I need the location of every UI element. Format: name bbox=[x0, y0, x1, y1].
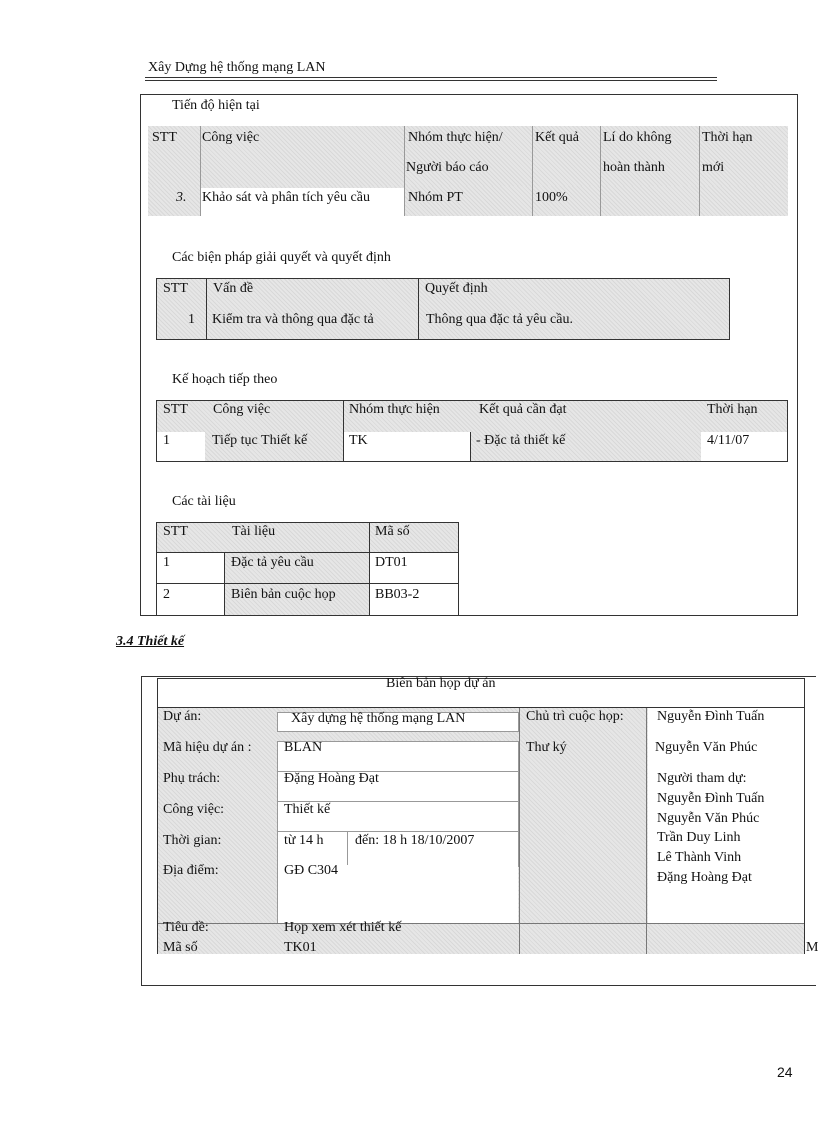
progress-col-deadline-2: mới bbox=[702, 160, 725, 175]
documents-divider bbox=[224, 552, 225, 616]
minutes-project-value: Xây dựng hệ thống mạng LAN bbox=[291, 711, 466, 726]
minutes-attendee: Lê Thành Vinh bbox=[657, 850, 742, 865]
documents-row-code: BB03-2 bbox=[375, 587, 420, 602]
header-title: Xây Dựng hệ thống mạng LAN bbox=[148, 60, 326, 75]
minutes-time-from: từ 14 h bbox=[284, 833, 324, 848]
progress-divider bbox=[699, 126, 700, 216]
solutions-row-issue: Kiểm tra và thông qua đặc tả bbox=[212, 312, 374, 327]
progress-divider bbox=[404, 126, 405, 216]
documents-row-stt: 1 bbox=[163, 555, 170, 570]
documents-divider bbox=[369, 522, 370, 616]
minutes-divider bbox=[646, 708, 647, 954]
minutes-secretary-label: Thư ký bbox=[526, 740, 567, 755]
minutes-subject-value: Họp xem xét thiết kế bbox=[284, 920, 402, 935]
minutes-attendee: Nguyễn Đình Tuấn bbox=[657, 791, 765, 806]
progress-col-reason-2: hoàn thành bbox=[603, 160, 665, 175]
minutes-place-value: GĐ C304 bbox=[284, 863, 339, 878]
minutes-attendee: Trần Duy Linh bbox=[657, 830, 741, 845]
minutes-code-value: BLAN bbox=[284, 740, 323, 755]
minutes-secretary-value: Nguyễn Văn Phúc bbox=[655, 740, 758, 755]
minutes-chair-label: Chủ trì cuộc họp: bbox=[526, 709, 624, 724]
minutes-doc-label: Mã số bbox=[163, 940, 198, 955]
solutions-divider bbox=[418, 278, 419, 340]
solutions-col-stt: STT bbox=[163, 281, 188, 296]
progress-divider bbox=[532, 126, 533, 216]
plan-row-result: - Đặc tả thiết kế bbox=[476, 433, 566, 448]
minutes-divider bbox=[804, 678, 805, 954]
documents-divider bbox=[156, 552, 459, 553]
header-rule-bottom bbox=[145, 80, 717, 81]
documents-col-code: Mã số bbox=[375, 524, 410, 539]
solutions-row-stt: 1 bbox=[188, 312, 195, 327]
progress-row-result: 100% bbox=[535, 190, 568, 205]
minutes-divider bbox=[157, 678, 158, 954]
documents-row-code: DT01 bbox=[375, 555, 408, 570]
documents-heading: Các tài liệu bbox=[172, 494, 236, 509]
progress-col-result: Kết quả bbox=[535, 130, 579, 145]
minutes-manager-label: Phụ trách: bbox=[163, 771, 221, 786]
plan-col-deadline: Thời hạn bbox=[707, 402, 758, 417]
minutes-attendee: Đặng Hoàng Đạt bbox=[657, 870, 752, 885]
progress-col-reason-1: Lí do không bbox=[603, 130, 672, 145]
progress-row-stt: 3. bbox=[176, 190, 187, 205]
progress-col-deadline-1: Thời hạn bbox=[702, 130, 753, 145]
solutions-col-issue: Vấn đề bbox=[213, 281, 254, 296]
plan-row-stt: 1 bbox=[163, 433, 170, 448]
progress-row-group: Nhóm PT bbox=[408, 190, 463, 205]
plan-col-stt: STT bbox=[163, 402, 188, 417]
plan-col-result: Kết quả cần đạt bbox=[479, 402, 567, 417]
page-number: 24 bbox=[777, 1064, 793, 1080]
plan-col-task: Công việc bbox=[213, 402, 271, 417]
header-rule-top bbox=[145, 77, 717, 78]
minutes-time-label: Thời gian: bbox=[163, 833, 222, 848]
documents-row-name: Biên bản cuộc họp bbox=[231, 587, 336, 602]
progress-divider bbox=[600, 126, 601, 216]
documents-col-name: Tài liệu bbox=[232, 524, 276, 539]
solutions-col-decision: Quyết định bbox=[425, 281, 488, 296]
minutes-code-label: Mã hiệu dự án : bbox=[163, 740, 252, 755]
progress-divider bbox=[200, 126, 201, 216]
progress-col-group-1: Nhóm thực hiện/ bbox=[408, 130, 503, 145]
solutions-heading: Các biện pháp giải quyết và quyết định bbox=[172, 250, 391, 265]
minutes-time-to: đến: 18 h 18/10/2007 bbox=[355, 833, 475, 848]
progress-col-group-2: Người báo cáo bbox=[406, 160, 489, 175]
minutes-divider bbox=[157, 923, 805, 924]
documents-divider bbox=[156, 583, 459, 584]
plan-row-group: TK bbox=[349, 433, 368, 448]
progress-col-task: Công việc bbox=[202, 130, 260, 145]
section-title: 3.4 Thiết kế bbox=[116, 634, 185, 649]
minutes-attendees-label: Người tham dự: bbox=[657, 771, 747, 786]
documents-col-stt: STT bbox=[163, 524, 188, 539]
progress-col-stt: STT bbox=[152, 130, 177, 145]
plan-row-task: Tiếp tục Thiết kế bbox=[212, 433, 308, 448]
minutes-manager-value: Đặng Hoàng Đạt bbox=[284, 771, 379, 786]
minutes-doc-value: TK01 bbox=[284, 940, 317, 955]
minutes-subject-label: Tiêu đề: bbox=[163, 920, 209, 935]
plan-divider bbox=[343, 400, 344, 462]
plan-heading: Kế hoạch tiếp theo bbox=[172, 372, 278, 387]
documents-row-name: Đặc tả yêu cầu bbox=[231, 555, 314, 570]
documents-row-stt: 2 bbox=[163, 587, 170, 602]
progress-heading: Tiến độ hiện tại bbox=[172, 98, 260, 113]
minutes-work-label: Công việc: bbox=[163, 802, 225, 817]
plan-row-deadline: 4/11/07 bbox=[707, 433, 750, 448]
minutes-overflow-char: M bbox=[806, 940, 818, 955]
solutions-divider bbox=[206, 278, 207, 340]
solutions-row-decision: Thông qua đặc tả yêu cầu. bbox=[426, 312, 573, 327]
minutes-divider bbox=[519, 708, 520, 954]
plan-divider bbox=[470, 432, 471, 462]
minutes-attendee: Nguyễn Văn Phúc bbox=[657, 811, 760, 826]
minutes-place-label: Địa điểm: bbox=[163, 863, 219, 878]
minutes-title: Biên bản họp dự án bbox=[386, 676, 496, 691]
minutes-project-label: Dự án: bbox=[163, 709, 202, 724]
plan-col-group: Nhóm thực hiện bbox=[349, 402, 440, 417]
minutes-work-value: Thiết kế bbox=[284, 802, 331, 817]
progress-row-task: Khảo sát và phân tích yêu cầu bbox=[202, 190, 370, 205]
minutes-chair-value: Nguyễn Đình Tuấn bbox=[657, 709, 765, 724]
